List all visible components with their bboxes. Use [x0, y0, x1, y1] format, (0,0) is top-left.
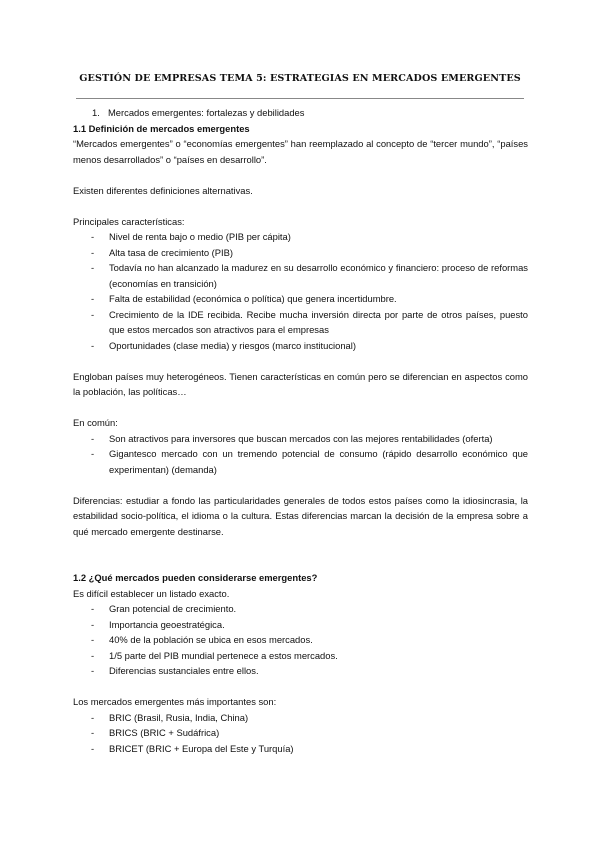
- differences-paragraph: Diferencias: estudiar a fondo las particularidades generales de todos estos países como la idiosincrasia, la estabilidad socio-política, el idioma o la cultura. Estas diferencias marcan la decisión de la empresa sobre a qué mercado emergente destinarse.: [73, 494, 528, 537]
- document-title: GESTIÓN DE EMPRESAS TEMA 5: ESTRATEGIAS EN MERCADOS EMERGENTES: [79, 73, 521, 84]
- list-item: - Nivel de renta bajo o medio (PIB per cápita): [91, 231, 291, 242]
- list-item: - BRICET (BRIC + Europa del Este y Turquía): [91, 742, 294, 754]
- list-item: - Importancia geoestratégica.: [91, 618, 225, 630]
- list-item: - Gigantesco mercado con un tremendo potencial de consumo (rápido desarrollo económico que experimentan) (demanda): [91, 448, 528, 475]
- important-markets-list: [73, 710, 528, 757]
- definitions-paragraph: Existen diferentes definiciones alternativas.: [73, 184, 253, 196]
- list-item: - BRIC (Brasil, Rusia, India, China): [91, 711, 249, 723]
- listing-intro: Es difícil establecer un listado exacto.: [73, 587, 230, 599]
- section-title: Mercados emergentes: fortalezas y debilidades: [108, 107, 305, 118]
- list-item: - Gran potencial de crecimiento.: [91, 603, 237, 614]
- list-item: - 40% de la población se ubica en esos mercados.: [91, 634, 313, 645]
- subsection-1-1-heading: 1.1 Definición de mercados emergentes: [73, 122, 250, 134]
- title-divider: [76, 98, 524, 99]
- list-item: - BRICS (BRIC + Sudáfrica): [91, 727, 220, 738]
- section-1-heading: [73, 105, 528, 121]
- emerging-traits-list: [73, 601, 528, 679]
- list-item: - Todavía no han alcanzado la madurez en su desarrollo económico y financiero: proceso de reformas (economías en transición): [91, 262, 528, 289]
- list-item: - 1/5 parte del PIB mundial pertenece a estos mercados.: [91, 649, 338, 661]
- document-body: [73, 105, 528, 756]
- common-list: [73, 431, 528, 478]
- list-item: - Alta tasa de crecimiento (PIB): [91, 246, 234, 258]
- section-number: 1.: [92, 107, 100, 118]
- important-markets-label: Los mercados emergentes más importantes son:: [73, 696, 277, 707]
- list-item: - Son atractivos para inversores que buscan mercados con las mejores rentabilidades (oferta): [91, 432, 493, 444]
- subsection-1-2-heading: 1.2 ¿Qué mercados pueden considerarse emergentes?: [73, 572, 318, 583]
- common-label: En común:: [73, 417, 118, 428]
- list-item: - Falta de estabilidad (económica o política) que genera incertidumbre.: [91, 293, 397, 304]
- characteristics-label: Principales características:: [73, 215, 185, 227]
- list-item: - Crecimiento de la IDE recibida. Recibe mucha inversión directa por parte de otros países, puesto que estos mercados son atractivos para el empresas: [91, 308, 528, 335]
- list-item: - Diferencias sustanciales entre ellos.: [91, 665, 259, 676]
- characteristics-list: [73, 229, 528, 353]
- definition-paragraph: “Mercados emergentes” o “economías emergentes” han reemplazado al concepto de “tercer mundo”, “países menos desarrollados” o “países en desarrollo”.: [73, 138, 528, 165]
- list-item: - Oportunidades (clase media) y riesgos (marco institucional): [91, 339, 356, 351]
- heterogeneous-paragraph: Engloban países muy heterogéneos. Tienen características en común pero se diferencian en aspectos como la población, las políticas…: [73, 370, 528, 397]
